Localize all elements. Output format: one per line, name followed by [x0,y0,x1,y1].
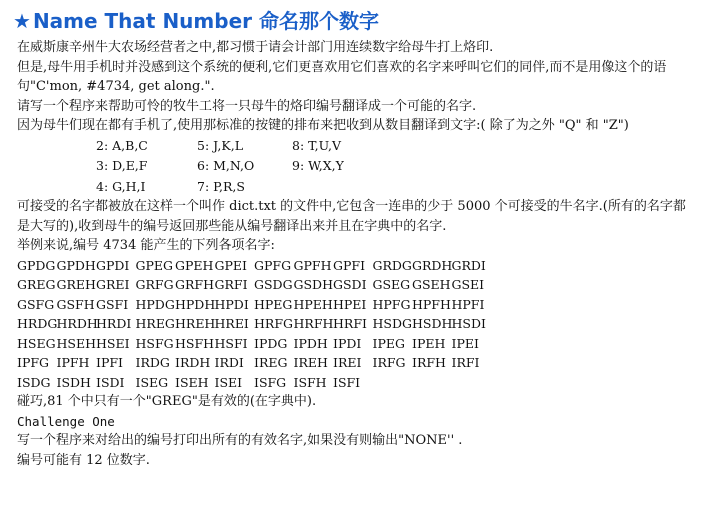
name-item: HSFH [175,335,215,351]
name-item: ISFH [293,374,327,390]
name-item: IPEG [372,335,405,351]
name-item: HSFG [135,335,174,351]
outro-line-3: 写一个程序来对给出的编号打印出所有的有效名字,如果没有则输出"NONE'' . [17,433,463,448]
name-item: IPEH [412,335,446,351]
name-item: HPDG [135,296,175,312]
name-item: GRDG [372,257,412,273]
dict-paragraph: 可接受的名字都被放在这样一个叫作 dict.txt 的文件中,它包含一连串的少于 5000 个可接受的牛名字.(所有的名字都是大写的),收到母牛的编号返回那些能从编号翻译出来并且在字典中的名字. [17,199,686,234]
name-item: IPDH [293,335,328,351]
name-item: GPFH [293,257,332,273]
name-item: IRDG [135,355,170,370]
name-item: HSEG [17,335,56,351]
name-item: GRFG [135,277,174,292]
keypad-key-3: 3: D,E,F [96,158,148,173]
name-item: GSEI [451,277,485,292]
keypad-key-6: 6: M,N,O [197,158,255,173]
names-row [17,295,707,315]
intro-paragraph-2: 但是,母牛用手机时并没感到这个系统的便利,它们更喜欢用它们喜欢的名字来呼叫它们的同伴,而不是用像这个的语句"C'mon, #4734, get along.". [17,59,667,94]
name-item: ISDI [96,374,125,390]
star-icon: ★ [13,9,31,33]
name-item: GPDG [17,257,56,273]
name-item: HPFG [372,296,411,312]
name-item: GPDH [56,257,96,273]
name-item: HSDG [372,316,412,331]
names-row [17,275,707,295]
challenge-heading: Challenge One [17,413,115,429]
name-item: GRDH [412,257,453,273]
name-item: IRFG [372,355,406,370]
title-text: Name That Number 命名那个数字 [32,9,379,33]
name-item: GPEI [214,257,247,273]
name-item: HPDI [214,296,249,312]
name-item: IPEI [451,335,479,351]
names-list [17,256,707,393]
name-item: GSFI [96,296,129,312]
name-item: IPFI [96,355,123,370]
name-item: HPDH [175,296,216,312]
name-item: HPFH [412,296,451,312]
name-item: GREI [96,277,130,292]
name-item: GRFH [175,277,214,292]
name-item: HSDH [412,316,453,331]
keypad-key-7: 7: P,R,S [197,178,245,194]
outro-line-4: 编号可能有 12 位数字. [17,452,150,468]
name-item: IRFI [451,355,480,370]
name-item: HPEH [293,296,333,312]
intro-paragraph-3: 请写一个程序来帮助可怜的牧牛工将一只母牛的烙印编号翻译成一个可能的名字. [17,98,477,114]
name-item: HRFI [333,316,367,331]
name-item: GSDI [333,277,367,292]
name-item: HREH [175,316,216,331]
keypad-mapping [96,136,707,198]
name-item: IRDI [214,355,244,370]
keypad-key-4: 4: G,H,I [96,178,146,194]
name-item: ISFG [254,374,287,390]
keypad-row [96,177,707,198]
name-item: ISFI [333,374,361,390]
name-item: GSEH [412,277,451,292]
name-item: HRDI [96,316,132,331]
name-item: ISEG [135,374,169,390]
name-item: GPEH [175,257,214,273]
names-row [17,334,707,354]
name-item: HPEI [333,296,367,312]
name-item: IPFG [17,355,50,370]
name-item: ISDG [17,374,51,390]
names-row [17,314,707,334]
name-item: GPEG [135,257,174,273]
name-item: GSFH [56,296,95,312]
names-row [17,353,707,373]
name-item: IREI [333,355,362,370]
name-item: GSEG [372,277,411,292]
name-item: HREG [135,316,175,331]
name-item: IREG [254,355,288,370]
name-item: GPFG [254,257,292,273]
name-item: IRFH [412,355,446,370]
name-item: ISEH [175,374,209,390]
name-item: HRFH [293,316,334,331]
name-item: GPDI [96,257,130,273]
name-item: GREH [56,277,96,292]
name-item: HPEG [254,296,293,312]
name-item: ISEI [214,374,243,390]
keypad-row [96,156,707,177]
intro-paragraph-4: 因为母牛们现在都有手机了,使用那标准的按键的排布来把收到从数目翻译到文字:( 除了为之外 "Q" 和 "Z") [17,118,629,133]
name-item: HSEH [56,335,96,351]
name-item: HRDH [56,316,98,331]
name-item: GREG [17,277,56,292]
keypad-key-2: 2: A,B,C [96,137,148,153]
keypad-key-8: 8: T,U,V [292,137,341,153]
names-row [17,373,707,393]
name-item: IRDH [175,355,211,370]
name-item: GRFI [214,277,248,292]
name-item: IPFH [56,355,90,370]
name-item: GSDH [293,277,333,292]
name-item: ISDH [56,374,91,390]
name-item: GRDI [451,257,486,273]
keypad-row [96,136,707,157]
keypad-key-9: 9: W,X,Y [292,158,344,173]
name-item: HSDI [451,316,486,331]
page-title [13,8,707,34]
name-item: HRFG [254,316,293,331]
document [13,8,707,470]
name-item: HRDG [17,316,58,331]
name-item: HSFI [214,335,248,351]
example-intro: 举例来说,编号 4734 能产生的下列各项名字: [17,238,275,253]
name-item: GSDG [254,277,293,292]
name-item: HREI [214,316,249,331]
names-row [17,256,707,276]
intro-paragraph-1: 在威斯康辛州牛大农场经营者之中,都习惯于请会计部门用连续数字给母牛打上烙印. [17,40,494,55]
name-item: IPDG [254,335,288,351]
name-item: IREH [293,355,328,370]
name-item: GPFI [333,257,366,273]
name-item: IPDI [333,335,362,351]
name-item: GSFG [17,296,55,312]
name-item: HSEI [96,335,130,351]
outro-line-1: 碰巧,81 个中只有一个"GREG"是有效的(在字典中). [17,394,317,409]
name-item: HPFI [451,296,485,312]
keypad-key-5: 5: J,K,L [197,137,244,153]
